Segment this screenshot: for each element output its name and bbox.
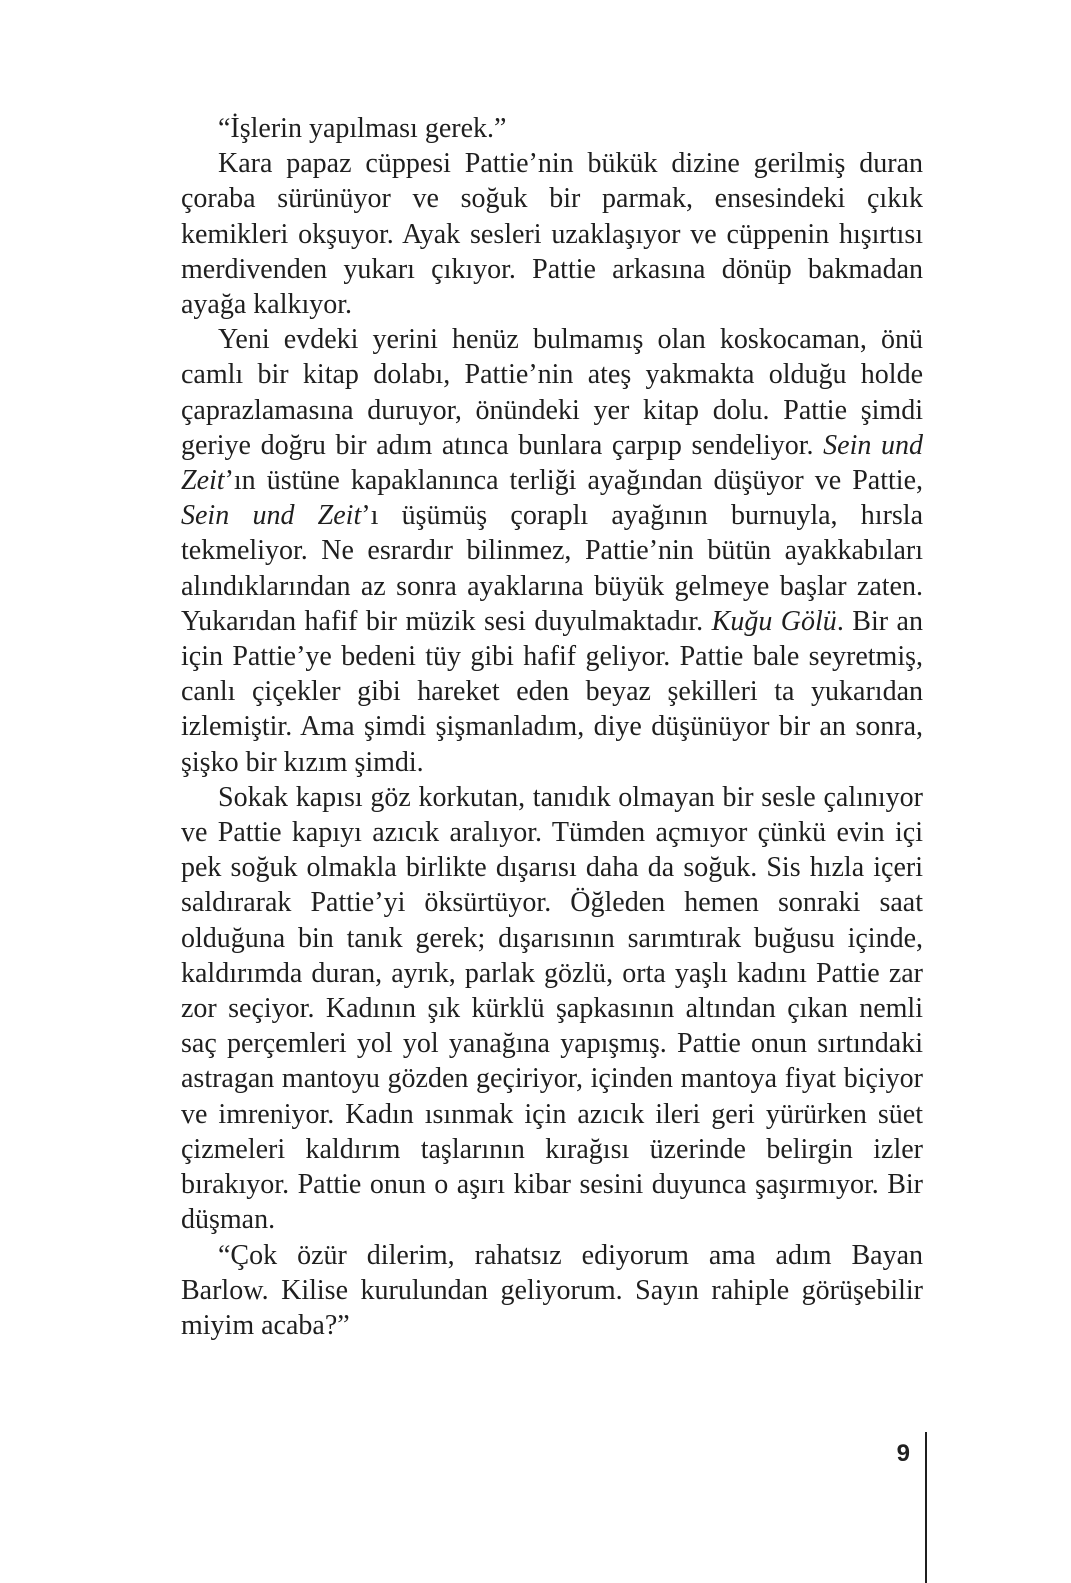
text-run: “İşlerin yapılması gerek.” xyxy=(218,113,507,144)
paragraph xyxy=(181,111,923,146)
text-run: . Bir an için Pattie’ye bedeni tüy gibi hafif geliyor. Pattie bale seyretmiş, canlı çiçekler gibi hareket eden beyaz şekilleri ta yukarıdan izlemiştir. Ama şimdi şişmanladım, diye düşünüyor bir an sonra, şişko bir kızım şimdi. xyxy=(181,605,923,778)
margin-rule xyxy=(925,1432,927,1583)
book-title: Sein und Zeit xyxy=(181,429,923,497)
text-run: ’ın üstüne kapaklanınca terliği ayağından düşüyor ve Pattie, xyxy=(224,465,923,497)
body-text xyxy=(181,111,923,1343)
page-number: 9 xyxy=(896,1440,910,1467)
paragraph xyxy=(181,780,923,1238)
paragraph xyxy=(181,1238,923,1344)
music-title: Kuğu Gölü xyxy=(711,605,837,637)
text-run: Sokak kapısı göz korkutan, tanıdık olmayan bir sesle çalınıyor ve Pattie kapıyı azıcık aralıyor. Tümden açmıyor çünkü evin içi pek soğuk olmakla birlikte dışarısı daha da soğuk. Sis hızla içeri saldırarak Pattie’yi öksürtüyor. Öğleden hemen sonraki saat olduğuna bin tanık gerek; dışarısının sarımtırak buğusu içinde, kaldırımda duran, ayrık, parlak gözlü, orta yaşlı kadını Pattie zar zor seçiyor. Kadının şık kürklü şapkasının altından çıkan nemli saç perçemleri yol yol yanağına yapışmış. Pattie onun sırtındaki astragan mantoyu gözden geçiriyor, içinden mantoya fiyat biçiyor ve imreniyor. Kadın ısınmak için azıcık ileri geri yürürken süet çizmeleri kaldırım taşlarının kırağısı üzerinde belirgin izler bırakıyor. Pattie onun o aşırı kibar sesini duyunca şaşırmıyor. Bir düşman. xyxy=(181,781,923,1236)
paragraph xyxy=(181,146,923,322)
text-run: “Çok özür dilerim, rahatsız ediyorum ama adım Bayan Barlow. Kilise kurulundan geliyorum. Sayın rahiple görüşebilir miyim acaba?” xyxy=(181,1239,923,1341)
text-run: Kara papaz cüppesi Pattie’nin bükük dizine gerilmiş duran çoraba sürünüyor ve soğuk bir parmak, ensesindeki çıkık kemikleri okşuyor. Ayak sesleri uzaklaşıyor ve cüppenin hışırtısı merdivenden yukarı çıkıyor. Pattie arkasına dönüp bakmadan ayağa kalkıyor. xyxy=(181,148,923,321)
text-run: ’ı üşümüş çoraplı ayağının burnuyla, hırsla tekmeliyor. Ne esrardır bilinmez, Pattie’nin bütün ayakkabıları alındıklarından az sonra ayaklarına büyük gelmeye başlar zaten. Yukarıdan hafif bir müzik sesi duyulmaktadır. xyxy=(181,500,923,637)
paragraph xyxy=(181,322,923,780)
book-title: Sein und Zeit xyxy=(181,500,362,532)
text-run: Yeni evdeki yerini henüz bulmamış olan koskocaman, önü camlı bir kitap dolabı, Pattie’nin ateş yakmakta olduğu holde çaprazlamasına duruyor, önündeki yer kitap dolu. Pattie şimdi geriye doğru bir adım atınca bunlara çarpıp sendeliyor. xyxy=(181,324,923,461)
